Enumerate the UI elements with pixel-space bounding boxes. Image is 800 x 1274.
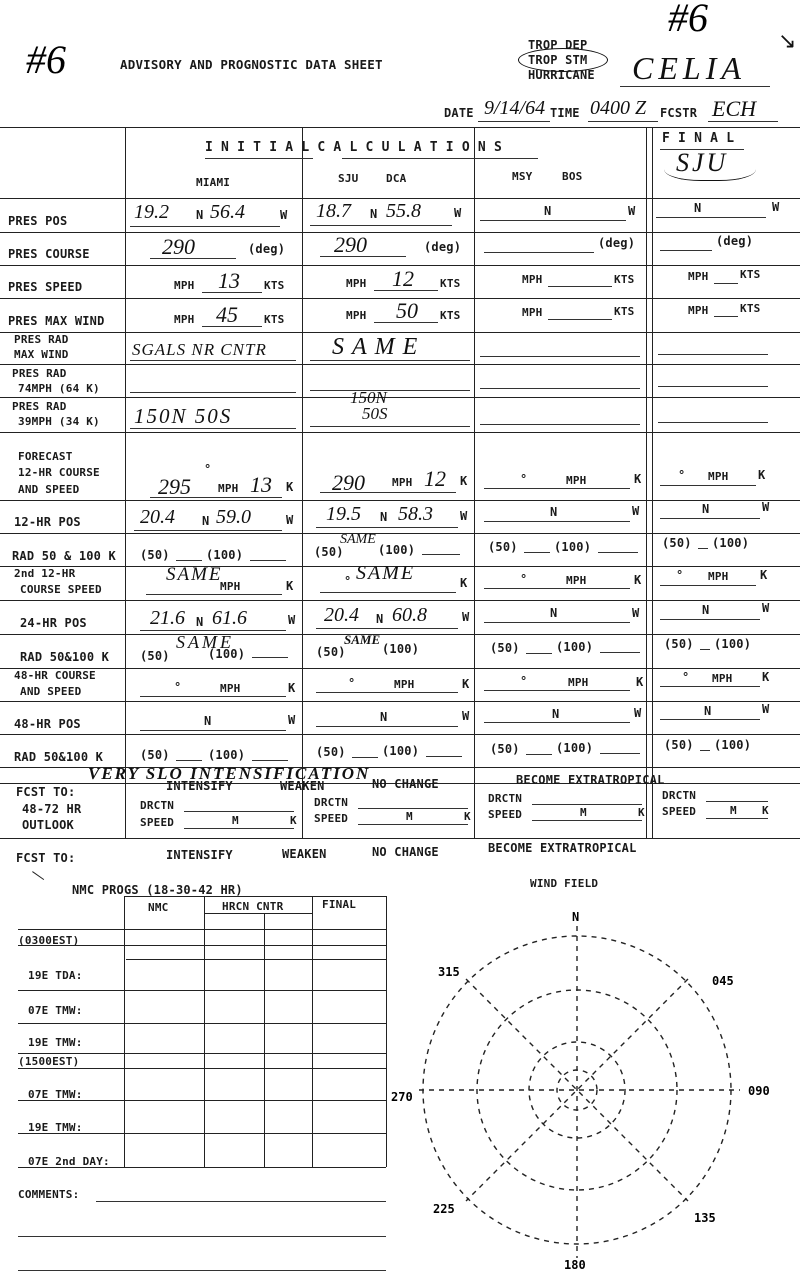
- sju-pos24-n: N: [376, 612, 384, 626]
- msy-second12-k: K: [634, 573, 642, 587]
- corner-mark: ↘: [778, 28, 797, 53]
- sju-second12-deg: °: [344, 574, 352, 588]
- sju-pres-pos-n: N: [370, 207, 378, 221]
- label-48hr-course-2: AND SPEED: [20, 685, 82, 698]
- final-second12-deg: °: [676, 568, 684, 582]
- nmc-row-19e-tmw-a: 19E TMW:: [28, 1036, 83, 1049]
- final-c48-k: K: [762, 670, 770, 684]
- msy-rad48-100: (100): [556, 741, 594, 755]
- msy-rad12-100: (100): [554, 540, 592, 554]
- miami-rad-max-wind: SGALS NR CNTR: [132, 340, 267, 359]
- miami-pos12-lat: 20.4: [140, 506, 175, 528]
- sju-pres-speed-mph: MPH: [346, 277, 367, 290]
- sju-rad12-100: (100): [378, 543, 416, 557]
- storm-type-trop-stm: TROP STM: [528, 53, 588, 67]
- final-max-wind-mph: MPH: [688, 304, 709, 317]
- sju-pres-pos-w: W: [454, 206, 462, 220]
- final-fc12-deg: °: [678, 468, 686, 482]
- sheet-number-left: #6: [26, 37, 66, 82]
- label-pres-rad-max-2: MAX WIND: [14, 348, 69, 361]
- msy-pres-speed-mph: MPH: [522, 273, 543, 286]
- miami-c48-deg: °: [174, 680, 182, 694]
- nmc-row-07e-tmw-b: 07E TMW:: [28, 1088, 83, 1101]
- wind-dir-n: N: [572, 910, 580, 924]
- sju-rad24-100: (100): [382, 642, 420, 656]
- outlook-fcst-to: FCST TO:: [16, 785, 76, 799]
- final-pres-speed-kts: KTS: [740, 268, 761, 281]
- final-second12-mph: MPH: [708, 570, 729, 583]
- label-2nd-12hr-1: 2nd 12-HR: [14, 567, 76, 580]
- sju-outlook-k: K: [464, 810, 471, 823]
- miami-pres-pos-w: W: [280, 208, 288, 222]
- sju-rad24-50: (50): [316, 645, 346, 659]
- final-rad48-100: (100): [714, 738, 752, 752]
- msy-second12-mph: MPH: [566, 574, 587, 587]
- miami-max-wind: 45: [216, 302, 238, 327]
- msy-outlook-k: K: [638, 806, 645, 819]
- msy-pos24-n: N: [550, 606, 558, 620]
- sju-c48-mph: MPH: [394, 678, 415, 691]
- label-48hr-course-1: 48-HR COURSE: [14, 669, 96, 682]
- miami-rad48-100: (100): [208, 748, 246, 762]
- sju-c48-k: K: [462, 677, 470, 691]
- date-label: DATE: [444, 106, 474, 120]
- station-msy: MSY: [512, 170, 533, 183]
- final-title: F I N A L: [662, 131, 735, 146]
- fcst2-intensify: INTENSIFY: [166, 848, 233, 862]
- final-rad48-50: (50): [664, 738, 694, 752]
- nmc-header-nmc: NMC: [148, 901, 169, 914]
- sju-outlook-speed: SPEED: [314, 812, 349, 825]
- final-pres-course-deg: (deg): [716, 234, 754, 248]
- msy-outlook-speed: SPEED: [488, 808, 523, 821]
- sju-pres-pos-lon: 55.8: [386, 200, 421, 222]
- miami-rad24-100: (100): [208, 647, 246, 661]
- sju-rad-39-south: 50S: [362, 404, 388, 423]
- msy-rad24-50: (50): [490, 641, 520, 655]
- wind-dir-225: 225: [433, 1202, 455, 1216]
- msy-outlook-m: M: [580, 806, 587, 819]
- label-pres-rad-max-1: PRES RAD: [14, 333, 69, 346]
- label-pres-rad-74-2: 74MPH (64 K): [18, 382, 100, 395]
- miami-second12-k: K: [286, 579, 294, 593]
- storm-name: CELIA: [632, 50, 746, 86]
- final-outlook-k: K: [762, 804, 769, 817]
- sju-fc12-mph: MPH: [392, 476, 413, 489]
- sju-rad48-100: (100): [382, 744, 420, 758]
- outlook-weaken: WEAKEN: [280, 779, 325, 793]
- msy-second12-deg: °: [520, 572, 528, 586]
- final-fc12-mph: MPH: [708, 470, 729, 483]
- final-pres-pos-w: W: [772, 200, 780, 214]
- final-pres-speed-mph: MPH: [688, 270, 709, 283]
- wind-dir-090: 090: [748, 1084, 770, 1098]
- sju-rad12-value: SAME: [340, 532, 376, 547]
- sju-pos12-lon: 58.3: [398, 503, 433, 525]
- msy-rad24-100: (100): [556, 640, 594, 654]
- sju-rad-max-wind: SAME: [332, 334, 426, 360]
- label-pres-rad-39-2: 39MPH (34 K): [18, 415, 100, 428]
- final-c48-deg: °: [682, 670, 690, 684]
- miami-rad12-50: (50): [140, 548, 170, 562]
- miami-rad24-50: (50): [140, 649, 170, 663]
- sju-max-wind-mph: MPH: [346, 309, 367, 322]
- fcstr-label: FCSTR: [660, 106, 698, 120]
- sju-pos12-w: W: [460, 509, 468, 523]
- wind-dir-045: 045: [712, 974, 734, 988]
- label-forecast-2: 12-HR COURSE: [18, 466, 100, 479]
- nmc-row-1500: (1500EST): [18, 1055, 80, 1068]
- miami-outlook-m: M: [232, 814, 239, 827]
- miami-outlook-speed: SPEED: [140, 816, 175, 829]
- miami-pres-pos-lat: 19.2: [134, 201, 169, 223]
- msy-c48-k: K: [636, 675, 644, 689]
- label-pres-speed: PRES SPEED: [8, 280, 83, 294]
- final-pos24-w: W: [762, 601, 770, 615]
- nmc-row-19e-tda: 19E TDA:: [28, 969, 83, 982]
- wind-dir-135: 135: [694, 1211, 716, 1225]
- miami-outlook-k: K: [290, 814, 297, 827]
- msy-pres-course-deg: (deg): [598, 236, 636, 250]
- final-outlook-speed: SPEED: [662, 805, 697, 818]
- sju-max-wind: 50: [396, 298, 418, 323]
- msy-c48-deg: °: [520, 674, 528, 688]
- nmc-row-07e-tmw-a: 07E TMW:: [28, 1004, 83, 1017]
- msy-pos12-w: W: [632, 504, 640, 518]
- storm-type-hurricane: HURRICANE: [528, 68, 595, 82]
- miami-pos12-lon: 59.0: [216, 506, 251, 528]
- miami-pres-pos-lon: 56.4: [210, 201, 245, 223]
- sju-pos48-n: N: [380, 710, 388, 724]
- label-2nd-12hr-2: COURSE SPEED: [20, 583, 102, 596]
- miami-pos24-w: W: [288, 613, 296, 627]
- label-24hr-pos: 24-HR POS: [20, 616, 87, 630]
- miami-max-wind-kts: KTS: [264, 313, 285, 326]
- msy-pos24-w: W: [632, 606, 640, 620]
- final-pos12-n: N: [702, 502, 710, 516]
- final-station: SJU: [676, 148, 729, 177]
- final-pos48-w: W: [762, 702, 770, 716]
- nmc-header-hrcn: HRCN CNTR: [222, 900, 284, 913]
- sju-rad24-value: SAME: [344, 632, 381, 647]
- fcst2-extratropical: BECOME EXTRATROPICAL: [488, 841, 637, 855]
- sju-second12-k: K: [460, 576, 468, 590]
- sju-pos24-w: W: [462, 610, 470, 624]
- wind-field-title: WIND FIELD: [530, 877, 599, 890]
- final-rad12-50: (50): [662, 536, 692, 550]
- station-dca: DCA: [386, 172, 407, 185]
- fcst2-no-change: NO CHANGE: [372, 845, 439, 859]
- sju-pos48-w: W: [462, 709, 470, 723]
- miami-c48-mph: MPH: [220, 682, 241, 695]
- miami-outlook-drctn: DRCTN: [140, 799, 175, 812]
- msy-pres-speed-kts: KTS: [614, 273, 635, 286]
- storm-type-trop-dep: TROP DEP: [528, 38, 588, 52]
- outlook-label-1: 48-72 HR: [22, 802, 82, 816]
- sju-pres-pos-lat: 18.7: [316, 200, 351, 222]
- miami-pos48-n: N: [204, 714, 212, 728]
- outlook-intensify: INTENSIFY: [166, 779, 233, 793]
- station-sju: SJU: [338, 172, 359, 185]
- final-rad24-100: (100): [714, 637, 752, 651]
- miami-pres-course: 290: [162, 234, 195, 259]
- final-rad24-50: (50): [664, 637, 694, 651]
- nmc-row-19e-tmw-b: 19E TMW:: [28, 1121, 83, 1134]
- miami-rad24-value: SAME: [176, 632, 234, 652]
- final-station-circle: [664, 152, 756, 181]
- miami-pres-pos-n: N: [196, 208, 204, 222]
- nmc-row-0300: (0300EST): [18, 934, 80, 947]
- nmc-header-final: FINAL: [322, 898, 357, 911]
- time-label: TIME: [550, 106, 580, 120]
- miami-pres-speed-kts: KTS: [264, 279, 285, 292]
- final-outlook-m: M: [730, 804, 737, 817]
- final-pos48-n: N: [704, 704, 712, 718]
- miami-fc12-course: 295: [158, 474, 191, 499]
- msy-rad12-50: (50): [488, 540, 518, 554]
- miami-pos24-lon: 61.6: [212, 607, 247, 629]
- miami-rad48-50: (50): [140, 748, 170, 762]
- label-pres-course: PRES COURSE: [8, 247, 90, 261]
- final-rad12-100: (100): [712, 536, 750, 550]
- miami-rad12-100: (100): [206, 548, 244, 562]
- miami-fc12-deg: °: [204, 462, 212, 476]
- sju-pos24-lat: 20.4: [324, 604, 359, 626]
- sju-fc12-speed: 12: [424, 466, 446, 491]
- sju-fc12-k: K: [460, 474, 468, 488]
- final-second12-k: K: [760, 568, 768, 582]
- sheet-title: ADVISORY AND PROGNOSTIC DATA SHEET: [120, 57, 383, 72]
- miami-fc12-mph: MPH: [218, 482, 239, 495]
- label-forecast-1: FORECAST: [18, 450, 73, 463]
- sju-pos12-lat: 19.5: [326, 503, 361, 525]
- sheet-number-right: #6: [668, 0, 708, 40]
- msy-pres-pos-n: N: [544, 204, 552, 218]
- msy-outlook-drctn: DRCTN: [488, 792, 523, 805]
- outlook-extratropical: BECOME EXTRATROPICAL: [516, 773, 665, 787]
- label-forecast-3: AND SPEED: [18, 483, 80, 496]
- miami-pres-course-deg: (deg): [248, 242, 286, 256]
- label-12hr-pos: 12-HR POS: [14, 515, 81, 529]
- initial-calculations-title: I N I T I A L C A L C U L A T I O N S: [205, 140, 502, 155]
- station-miami: MIAMI: [196, 176, 231, 189]
- station-bos: BOS: [562, 170, 583, 183]
- label-pres-rad-39-1: PRES RAD: [12, 400, 67, 413]
- label-48hr-pos: 48-HR POS: [14, 717, 81, 731]
- miami-pos12-n: N: [202, 514, 210, 528]
- fcst2-weaken: WEAKEN: [282, 847, 327, 861]
- label-pres-pos: PRES POS: [8, 214, 68, 228]
- nmc-row-07e-2nd-day: 07E 2nd DAY:: [28, 1155, 110, 1168]
- final-outlook-drctn: DRCTN: [662, 789, 697, 802]
- date-value: 9/14/64: [484, 97, 546, 119]
- time-value: 0400 Z: [590, 97, 647, 119]
- miami-pres-speed: 13: [218, 268, 240, 293]
- sju-outlook-drctn: DRCTN: [314, 796, 349, 809]
- msy-fc12-mph: MPH: [566, 474, 587, 487]
- label-pres-rad-74-1: PRES RAD: [12, 367, 67, 380]
- sju-second12: SAME: [356, 562, 416, 584]
- comments-label: COMMENTS:: [18, 1188, 80, 1201]
- msy-rad48-50: (50): [490, 742, 520, 756]
- miami-pos48-w: W: [288, 713, 296, 727]
- fcstr-value: ECH: [712, 96, 756, 121]
- sju-rad48-50: (50): [316, 745, 346, 759]
- sju-outlook-m: M: [406, 810, 413, 823]
- sju-c48-deg: °: [348, 676, 356, 690]
- final-max-wind-kts: KTS: [740, 302, 761, 315]
- msy-c48-mph: MPH: [568, 676, 589, 689]
- sju-pos12-n: N: [380, 510, 388, 524]
- miami-pos12-w: W: [286, 513, 294, 527]
- nmc-title: NMC PROGS (18-30-42 HR): [72, 883, 243, 897]
- msy-pos48-n: N: [552, 707, 560, 721]
- sju-fc12-course: 290: [332, 470, 365, 495]
- sju-pos24-lon: 60.8: [392, 604, 427, 626]
- wind-dir-315: 315: [438, 965, 460, 979]
- final-pos24-n: N: [702, 603, 710, 617]
- msy-pres-pos-w: W: [628, 204, 636, 218]
- miami-fc12-speed: 13: [250, 472, 272, 497]
- miami-pos24-n: N: [196, 615, 204, 629]
- msy-pos48-w: W: [634, 706, 642, 720]
- final-pres-pos-n: N: [694, 201, 702, 215]
- miami-second12: SAME: [166, 564, 223, 585]
- miami-max-wind-mph: MPH: [174, 313, 195, 326]
- fcst-to-stroke: [32, 863, 50, 880]
- sju-max-wind-kts: KTS: [440, 309, 461, 322]
- wind-dir-270: 270: [391, 1090, 413, 1104]
- outlook-handwritten: VERY SLO INTENSIFICATION: [88, 764, 371, 783]
- miami-second12-mph: MPH: [220, 580, 241, 593]
- msy-fc12-k: K: [634, 472, 642, 486]
- msy-max-wind-mph: MPH: [522, 306, 543, 319]
- fcst-to-2: FCST TO:: [16, 851, 76, 865]
- wind-dir-180: 180: [564, 1258, 586, 1272]
- label-rad-50-100-a: RAD 50 & 100 K: [12, 549, 116, 563]
- miami-c48-k: K: [288, 681, 296, 695]
- outlook-label-2: OUTLOOK: [22, 818, 74, 832]
- final-pos12-w: W: [762, 500, 770, 514]
- sju-rad-39-north: 150N: [350, 388, 387, 407]
- label-rad-50-100-b: RAD 50&100 K: [20, 650, 110, 664]
- msy-fc12-deg: °: [520, 472, 528, 486]
- sju-pres-speed-kts: KTS: [440, 277, 461, 290]
- final-fc12-k: K: [758, 468, 766, 482]
- msy-pos12-n: N: [550, 505, 558, 519]
- miami-pres-speed-mph: MPH: [174, 279, 195, 292]
- sju-pres-course: 290: [334, 232, 367, 257]
- sju-pres-speed: 12: [392, 266, 414, 291]
- msy-max-wind-kts: KTS: [614, 305, 635, 318]
- final-c48-mph: MPH: [712, 672, 733, 685]
- outlook-no-change: NO CHANGE: [372, 777, 439, 791]
- label-pres-max-wind: PRES MAX WIND: [8, 314, 105, 328]
- sju-rad12-50: (50): [314, 545, 344, 559]
- wind-field-diagram: [391, 900, 780, 1274]
- sju-pres-course-deg: (deg): [424, 240, 462, 254]
- miami-fc12-k: K: [286, 480, 294, 494]
- miami-rad-39: 150N 50S: [134, 404, 233, 428]
- label-rad-50-100-c: RAD 50&100 K: [14, 750, 104, 764]
- miami-pos24-lat: 21.6: [150, 607, 185, 629]
